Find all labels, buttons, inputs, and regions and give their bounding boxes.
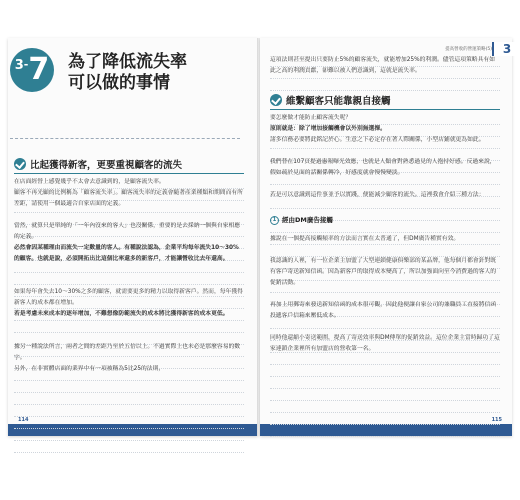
left-heading-text: 比起獲得新客，更要重視顧客的流失 [30,160,183,171]
right-heading-rule [270,109,500,110]
right-intro-para: 這項法則甚至提出只要防止5%的顧客流失，就能增加25%的利潤。儘管這項策略具有如此之高的利潤貢獻，卻難以被人們意識到，這就是流失率。 [270,57,495,74]
right-heading [270,93,391,107]
right-para-1: 要怎麼做才能防止顧客流失呢？ [270,115,352,121]
left-para-2: 顧客不再光顧的比例稱為「顧客流失率」。顧客流失率的定義會隨著產業種類和期間而有所差距，請使用一個最適合自家店面的定義。 [14,190,243,207]
right-para-3: 諸多信務必要將此銘記於心。生意之下必定存在著人際關係，小型店鋪就更為如此。 [270,137,485,143]
section-major-number: 3 [14,57,24,73]
left-para-8: 另外，在非實體店面的業界中有一項被稱為5比25的法則， [14,366,165,372]
section-dash: - [23,57,29,71]
right-heading-text: 維繫顧客只能靠親自接觸 [286,96,391,107]
left-para-3: 當然，就算只是單純的「一年內沒來的客人」也沒關係，重要的是去採納一個與自家相應的定義。 [14,223,241,240]
chapter-tab: 3 [492,42,520,56]
right-para-2: 原則就是：除了增加接觸機會以外別無選擇。 [270,126,386,132]
left-para-4: 必然會因某種理由而流失一定數量的客人。有種說法認為，企業平均每年流失10～30%的顧客。也就是說，必須開拓出比這個比率還多的新客戶，才能讓營收比去年還高。 [14,245,239,262]
right-para-5: 若是可以意識到這件事並予以實踐，便能減少顧客的流失。這裡我會介紹三種方法： [270,192,485,198]
check-bullet-icon [270,94,282,106]
right-sub-para-2: 我認識的人裡，有一位企業主加盟了大型連鎖健康俱樂部的某品牌，他每個月都會針對既有客戶寄送新知信函。因為新客戶的取得成本變高了，所以加強面向至今消費過的客人的促銷活動。 [270,258,497,286]
left-para-6: 若是考慮未來成本的逐年增加，不難想像防範流失的成本將比獲得新客的成本更低。 [14,311,229,317]
section-minor-number: 7 [28,52,50,87]
title-divider [10,138,240,139]
sub-heading [270,215,333,225]
left-para-7: 據另一種說法所言，兩者之間的差距乃至於五倍以上。不過實際上也未必是那麼容易的數字。 [14,344,241,361]
left-heading-rule [14,173,244,174]
section-title-line-2: 可以做的事情 [68,73,170,93]
right-para-4: 我們替在107頁提過惠報曝光效應，也就是人類會對熟悉過見的人抱持好感。反過來說，假如疏於見面的話關係轉冷，好感度就會慢慢變淡。 [270,159,496,176]
right-sub-para-4: 同時他還縮小寄送範圍，提高了寄送效率與DM傳單的促銷效益。這位企業主當時歸功了這家連鎖企業裡所有加盟店的營收第一名。 [270,335,500,352]
left-para-5: 如果每年會失去10～30%之多的顧客，就需要更多的精力以取得新客戶。然而，每年獲得新客人的成本都在增加。 [14,289,243,306]
sub-heading-text-1: 經由DM廣告接觸 [282,216,333,224]
check-bullet-icon [14,158,26,170]
running-head: 提高營收的營運策略(5) [445,47,492,52]
left-heading [14,157,182,171]
left-para-1: 在店面經營上感覺幾乎不太會去意識到的，是顧客流失率。 [14,179,165,185]
section-title-line-1: 為了降低流失率 [68,52,187,72]
section-title [68,52,187,94]
right-page-number: 115 [491,417,502,423]
left-page-number: 114 [18,417,29,423]
right-sub-para-1: 據說在一個提高接觸頻率的方法而言實在太普通了，但DM廣告種實有效。 [270,236,460,242]
section-number-badge [10,48,54,92]
sub-number-badge: 1 [270,216,279,225]
right-sub-para-3: 再加上用郵寄來發送新知信函的成本很可觀，因此他便讓自家公司的兼職員工直接將信函投遞客戶信箱來壓低成本。 [270,302,497,319]
